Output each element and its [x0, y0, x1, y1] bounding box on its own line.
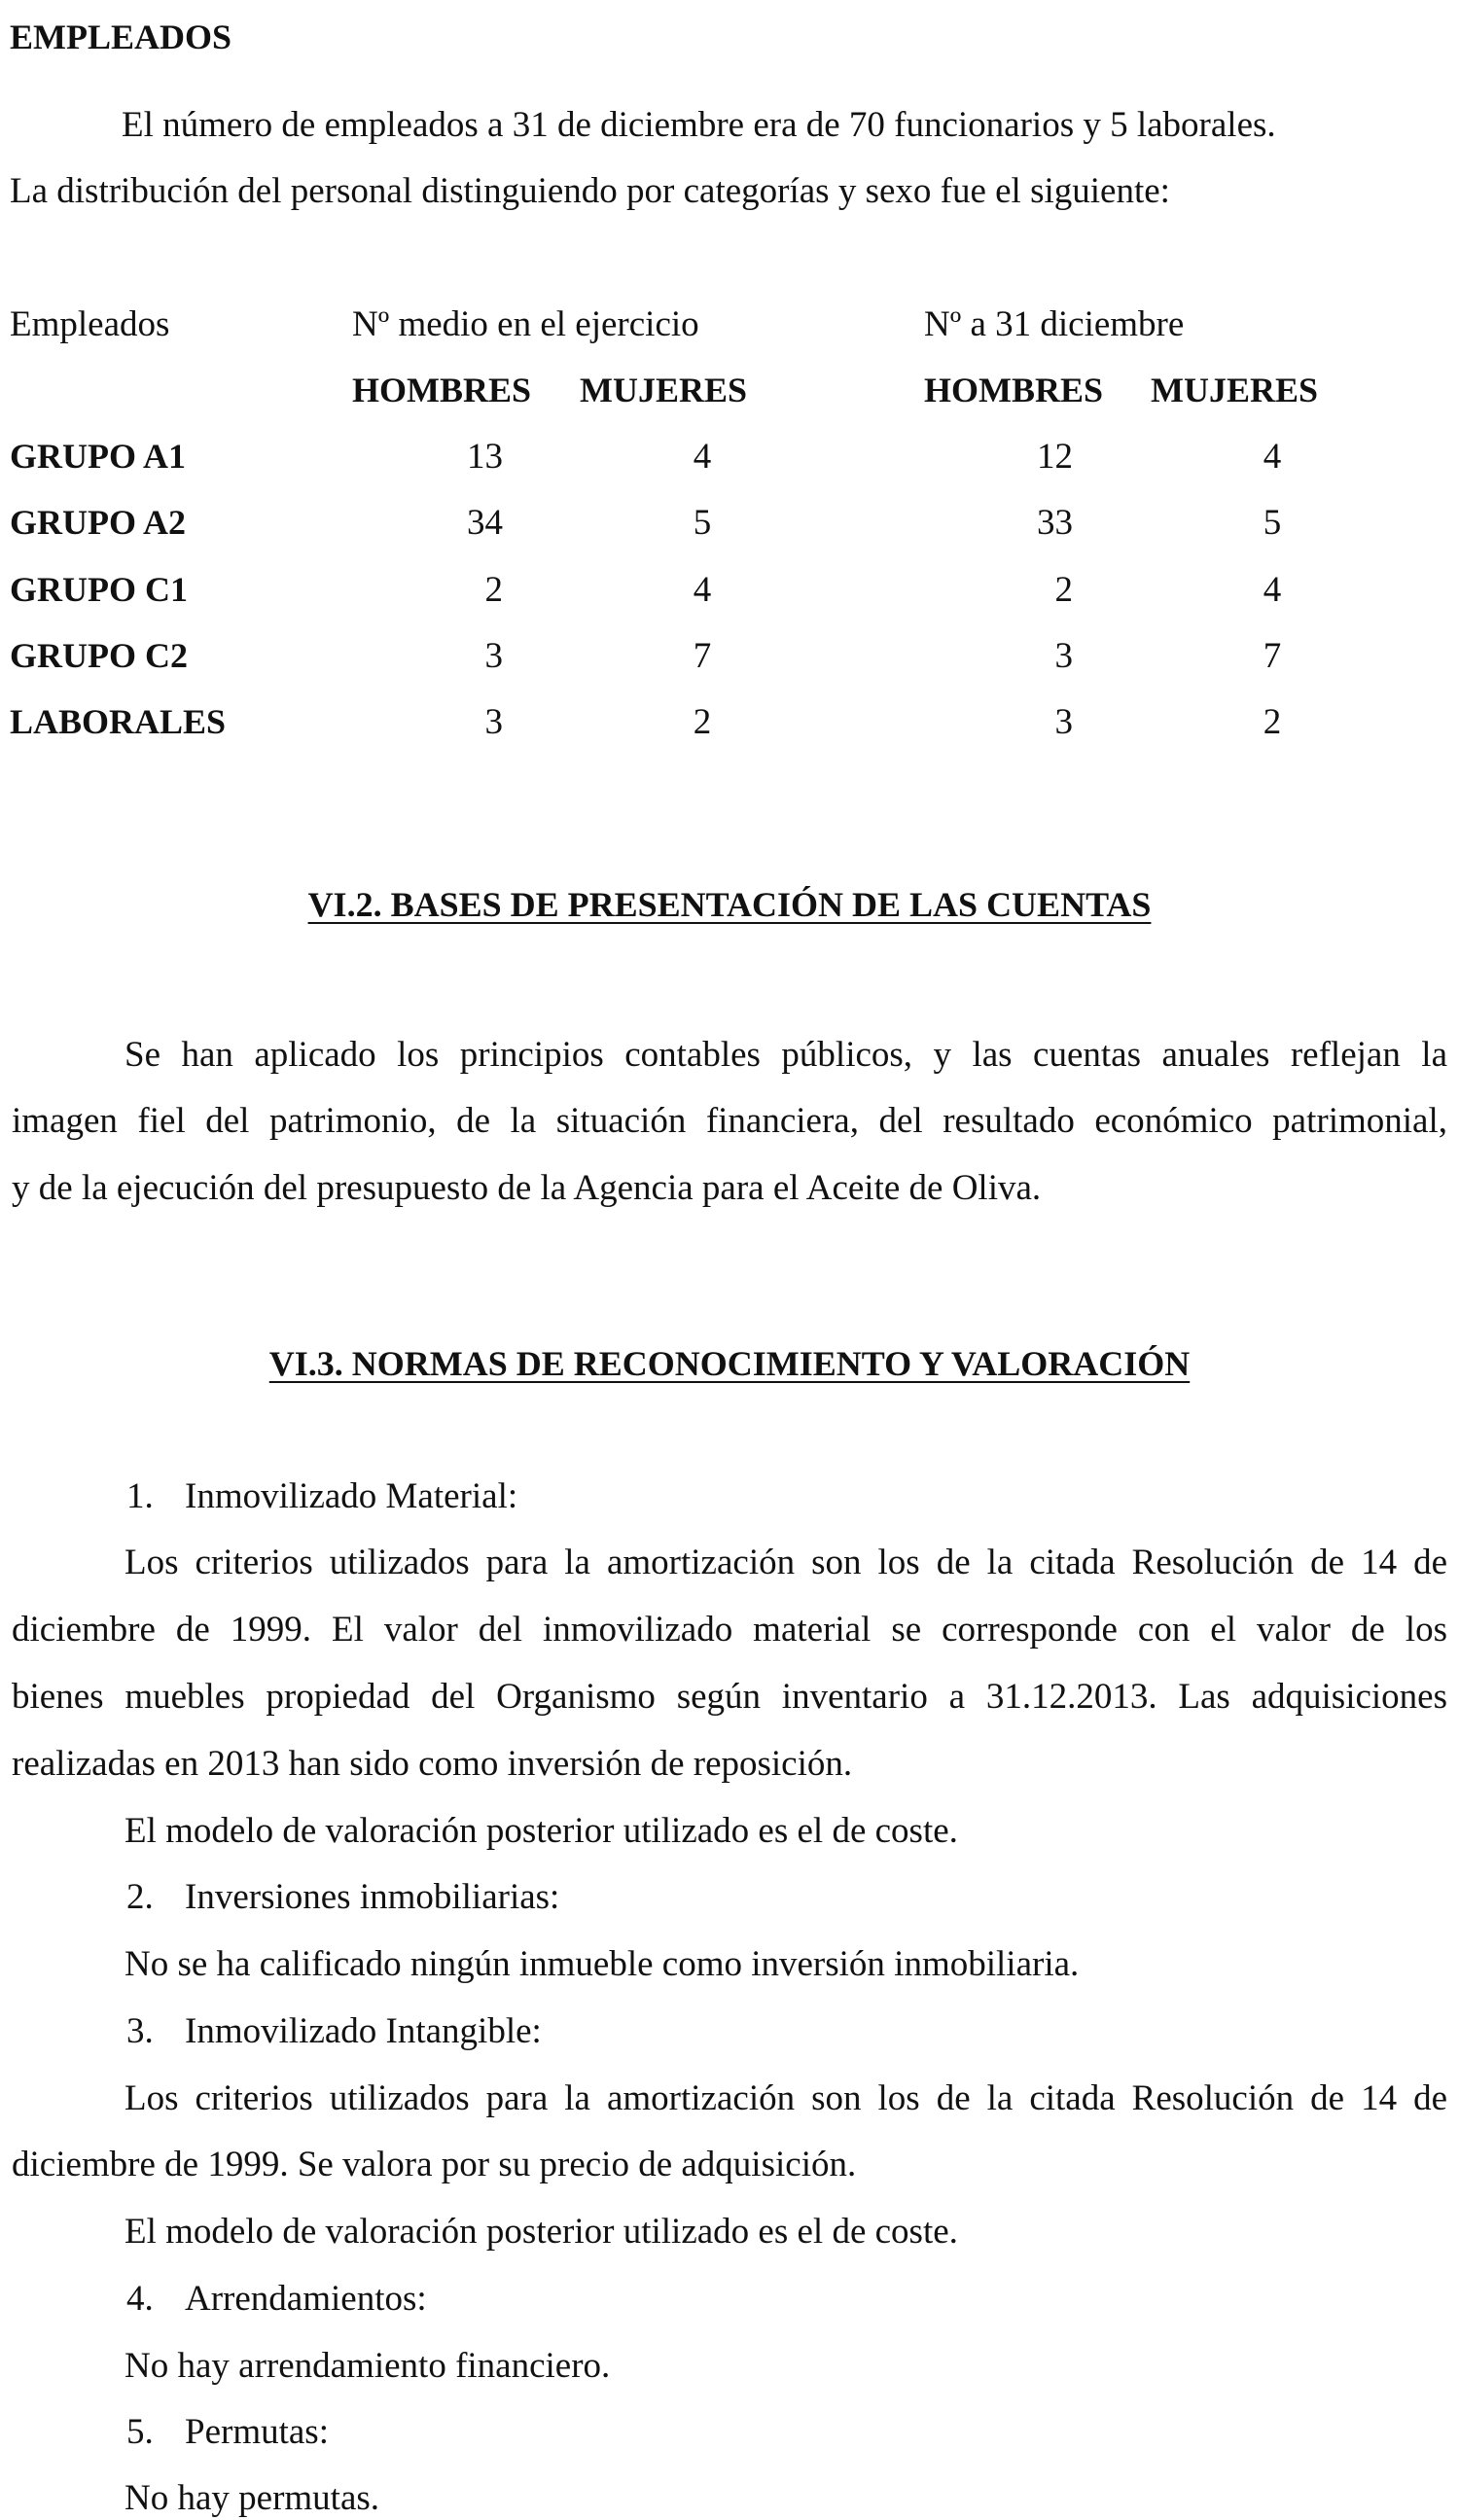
item2-para-line1: No se ha calificado ningún inmueble como inversión inmobiliaria.	[125, 1944, 1080, 1984]
row-dec-hombres: 33	[1037, 503, 1073, 543]
row-avg-mujeres: 4	[693, 570, 712, 610]
row-label: GRUPO A2	[10, 503, 187, 542]
row-dec-mujeres: 5	[1263, 503, 1282, 543]
empleados-intro-line1: El número de empleados a 31 de diciembre era de 70 funcionarios y 5 laborales.	[122, 105, 1276, 145]
row-avg-mujeres: 4	[693, 437, 712, 477]
table-group2-hombres: HOMBRES	[924, 371, 1104, 409]
row-avg-hombres: 34	[467, 503, 503, 543]
row-avg-mujeres: 7	[693, 636, 712, 676]
item2-title: Inversiones inmobiliarias:	[185, 1877, 560, 1917]
item3-para-line3: El modelo de valoración posterior utilizado es el de coste.	[125, 2212, 958, 2252]
row-dec-hombres: 3	[1054, 702, 1073, 742]
item1-para-line4: realizadas en 2013 han sido como inversión de reposición.	[12, 1744, 853, 1784]
item4-number: 4.	[126, 2279, 154, 2319]
item4-para-line1: No hay arrendamiento financiero.	[125, 2346, 611, 2386]
item5-number: 5.	[126, 2412, 154, 2452]
empleados-intro-line2: La distribución del personal distinguiendo por categorías y sexo fue el siguiente:	[10, 171, 1170, 211]
table-group2-mujeres: MUJERES	[1151, 371, 1319, 409]
item1-para-line3: bienes muebles propiedad del Organismo según inventario a 31.12.2013. Las adquisiciones	[12, 1677, 1447, 1717]
table-group1-mujeres: MUJERES	[580, 371, 748, 409]
item1-para-line5: El modelo de valoración posterior utilizado es el de coste.	[125, 1811, 958, 1851]
item3-para-line2: diciembre de 1999. Se valora por su precio de adquisición.	[12, 2145, 857, 2184]
row-label: GRUPO A1	[10, 437, 187, 476]
row-avg-mujeres: 5	[693, 503, 712, 543]
row-dec-mujeres: 4	[1263, 437, 1282, 477]
bases-line3: y de la ejecución del presupuesto de la Agencia para el Aceite de Oliva.	[12, 1168, 1042, 1208]
item1-para-line2: diciembre de 1999. El valor del inmovilizado material se corresponde con el valor de los	[12, 1610, 1447, 1650]
normas-heading: VI.3. NORMAS DE RECONOCIMIENTO Y VALORACIÓN	[268, 1344, 1191, 1383]
table-group1-hombres: HOMBRES	[352, 371, 532, 409]
table-group2-label: Nº a 31 diciembre	[924, 304, 1185, 344]
row-dec-hombres: 2	[1054, 570, 1073, 610]
row-dec-mujeres: 7	[1263, 636, 1282, 676]
row-avg-hombres: 2	[484, 570, 503, 610]
row-avg-hombres: 13	[467, 437, 503, 477]
row-dec-hombres: 12	[1037, 437, 1073, 477]
row-avg-hombres: 3	[484, 702, 503, 742]
item3-title: Inmovilizado Intangible:	[185, 2011, 542, 2051]
item5-title: Permutas:	[185, 2412, 329, 2452]
bases-line2: imagen fiel del patrimonio, de la situación financiera, del resultado económico patrimonial,	[12, 1101, 1447, 1141]
row-label: LABORALES	[10, 702, 227, 741]
item1-para-line1: Los criterios utilizados para la amortización son los de la citada Resolución de 14 de	[125, 1543, 1447, 1582]
item2-number: 2.	[126, 1877, 154, 1917]
empleados-heading: EMPLEADOS	[10, 18, 232, 56]
row-dec-mujeres: 4	[1263, 570, 1282, 610]
table-group1-label: Nº medio en el ejercicio	[352, 304, 699, 344]
item4-title: Arrendamientos:	[185, 2279, 427, 2319]
item3-number: 3.	[126, 2011, 154, 2051]
row-label: GRUPO C2	[10, 636, 188, 675]
bases-line1: Se han aplicado los principios contables públicos, y las cuentas anuales reflejan la	[125, 1035, 1447, 1075]
bases-heading: VI.2. BASES DE PRESENTACIÓN DE LAS CUENTAS	[307, 885, 1152, 924]
table-col-label: Empleados	[10, 304, 170, 344]
row-label: GRUPO C1	[10, 570, 188, 609]
item5-para-line1: No hay permutas.	[125, 2478, 380, 2518]
row-avg-hombres: 3	[484, 636, 503, 676]
row-avg-mujeres: 2	[693, 702, 712, 742]
item1-number: 1.	[126, 1476, 154, 1516]
row-dec-hombres: 3	[1054, 636, 1073, 676]
row-dec-mujeres: 2	[1263, 702, 1282, 742]
item1-title: Inmovilizado Material:	[185, 1476, 518, 1516]
item3-para-line1: Los criterios utilizados para la amortización son los de la citada Resolución de 14 de	[125, 2078, 1447, 2118]
